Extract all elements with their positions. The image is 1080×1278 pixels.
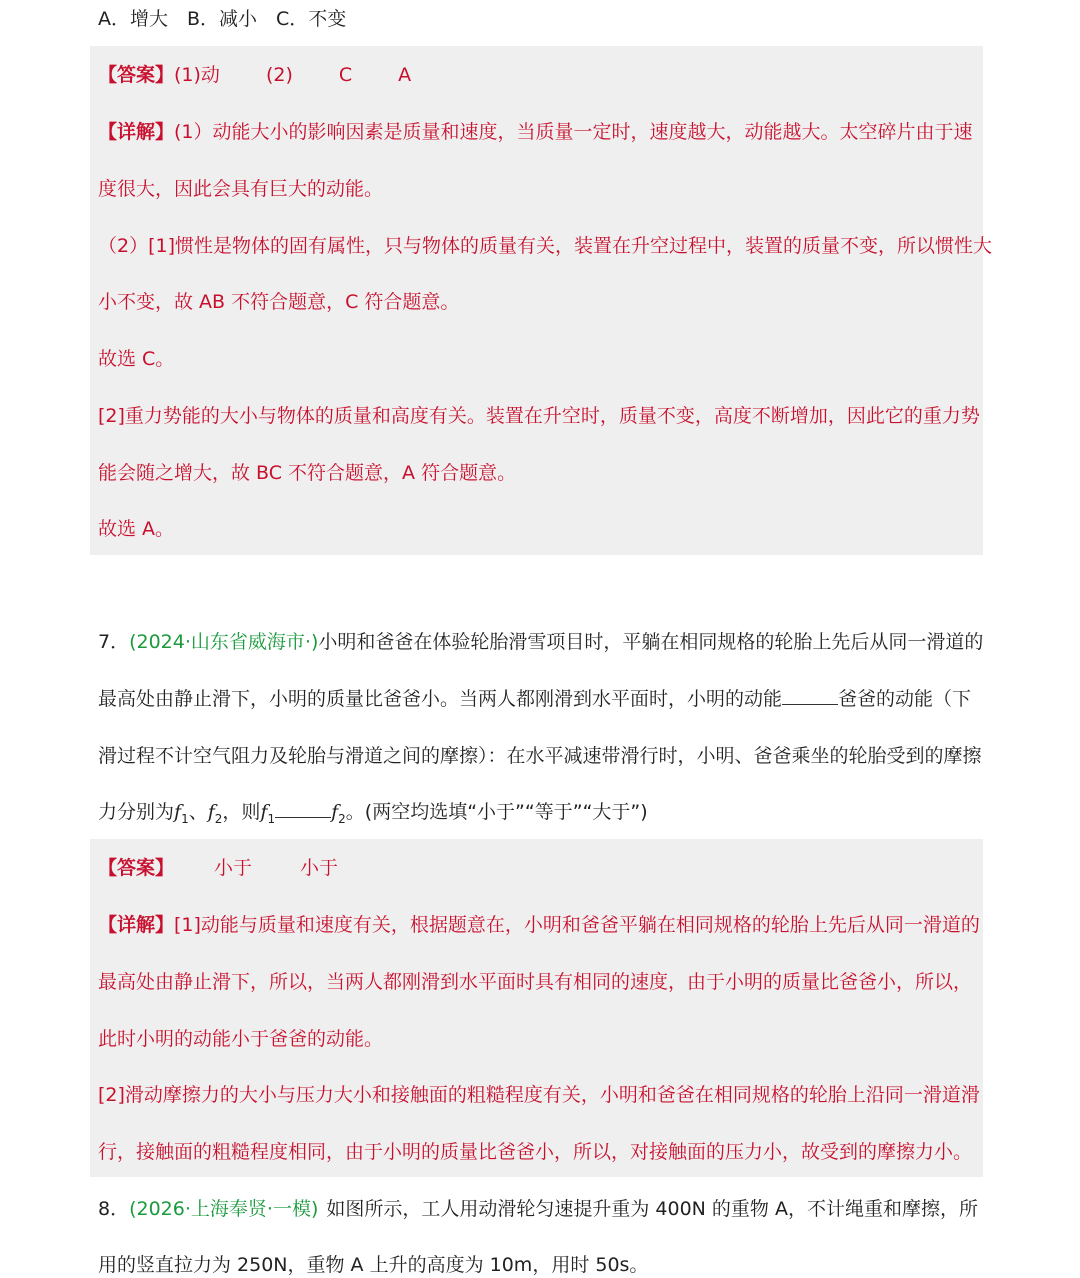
question-source: (2026·上海奉贤·一模) <box>129 1198 319 1220</box>
q6-detail-line-7: 能会随之增大，故 BC 不符合题意，A 符合题意。 <box>98 462 517 484</box>
question-text: 爸爸的动能（下 <box>838 688 972 710</box>
answer-part-3: C <box>338 64 353 86</box>
question-number: 7． <box>98 631 130 653</box>
answer-part-1: (1)动 <box>174 64 220 86</box>
q7-detail-line-2: 最高处由静止滑下，所以，当两人都刚滑到水平面时具有相同的速度，由于小明的质量比爸爸小，所以， <box>98 971 973 993</box>
answer-tag: 【答案】 <box>98 64 175 86</box>
answer-part-4: A <box>398 64 412 86</box>
question-number: 8． <box>98 1198 130 1220</box>
q7-answer-line <box>98 855 338 881</box>
q7-line-2 <box>98 686 971 712</box>
subscript: 1 <box>181 811 189 826</box>
q7-detail-line-5: 行，接触面的粗糙程度相同，由于小明的质量比爸爸小，所以，对接触面的压力小，故受到的摩擦力小。 <box>98 1141 973 1163</box>
q7-detail-line-1 <box>98 912 980 938</box>
detail-text: (1）动能大小的影响因素是质量和速度，当质量一定时，速度越大，动能越大。太空碎片由于速 <box>174 121 973 143</box>
q6-detail-line-5: 故选 C。 <box>98 348 175 370</box>
q8-line-2: 用的竖直拉力为 250N，重物 A 上升的高度为 10m，用时 50s。 <box>98 1254 649 1276</box>
detail-tag: 【详解】 <box>98 914 175 936</box>
question-text: 最高处由静止滑下，小明的质量比爸爸小。当两人都刚滑到水平面时，小明的动能 <box>98 688 783 710</box>
separator: 、 <box>188 801 208 823</box>
answer-part-1: 小于 <box>214 857 253 879</box>
question-text: ，则 <box>222 801 261 823</box>
q6-detail-line-8: 故选 A。 <box>98 518 175 540</box>
answer-blank-1 <box>782 686 838 705</box>
subscript: 1 <box>267 811 276 826</box>
question-text: 。(两空均选填“小于”“等于”“大于”) <box>345 801 648 823</box>
answer-part-2: 小于 <box>300 857 339 879</box>
subscript: 2 <box>338 811 346 826</box>
q7-answer-box <box>90 839 983 1177</box>
q6-detail-line-1 <box>98 119 973 145</box>
question-text: 如图所示，工人用动滑轮匀速提升重为 400N 的重物 A，不计绳重和摩擦，所 <box>326 1198 978 1220</box>
answer-tag: 【答案】 <box>98 857 175 879</box>
detail-text: [1]动能与质量和速度有关，根据题意在，小明和爸爸平躺在相同规格的轮胎上先后从同一滑道的 <box>174 914 980 936</box>
q6-options: A．增大 B．减小 C．不变 <box>98 8 347 30</box>
symbol-f: f <box>331 801 339 823</box>
question-text: 小明和爸爸在体验轮胎滑雪项目时，平躺在相同规格的轮胎上先后从同一滑道的 <box>318 631 984 653</box>
question-text: 力分别为 <box>98 801 175 823</box>
q6-detail-line-2: 度很大，因此会具有巨大的动能。 <box>98 178 384 200</box>
answer-part-2: (2) <box>265 64 293 86</box>
q7-detail-line-4: [2]滑动摩擦力的大小与压力大小和接触面的粗糙程度有关，小明和爸爸在相同规格的轮胎上沿同一滑道滑 <box>98 1084 980 1106</box>
q7-line-3: 滑过程不计空气阻力及轮胎与滑道之间的摩擦）：在水平减速带滑行时，小明、爸爸乘坐的轮胎受到的摩擦 <box>98 745 982 767</box>
q6-detail-line-4: 小不变，故 AB 不符合题意，C 符合题意。 <box>98 291 460 313</box>
subscript: 2 <box>214 811 223 826</box>
q7-line-1 <box>98 629 983 655</box>
detail-tag: 【详解】 <box>98 121 175 143</box>
symbol-f: f <box>207 801 215 823</box>
question-source: (2024·山东省威海市·) <box>129 631 319 653</box>
q6-detail-line-6: [2]重力势能的大小与物体的质量和高度有关。装置在升空时，质量不变，高度不断增加，因此它的重力势 <box>98 405 980 427</box>
q7-line-4 <box>98 799 648 832</box>
answer-blank-2 <box>275 799 331 818</box>
q6-detail-line-3: （2）[1]惯性是物体的固有属性，只与物体的质量有关，装置在升空过程中，装置的质量不变，所以惯性大 <box>98 235 993 257</box>
q8-line-1 <box>98 1196 978 1222</box>
q6-answer-line <box>98 62 411 88</box>
symbol-f: f <box>174 801 182 823</box>
q7-detail-line-3: 此时小明的动能小于爸爸的动能。 <box>98 1028 384 1050</box>
symbol-f: f <box>260 801 268 823</box>
